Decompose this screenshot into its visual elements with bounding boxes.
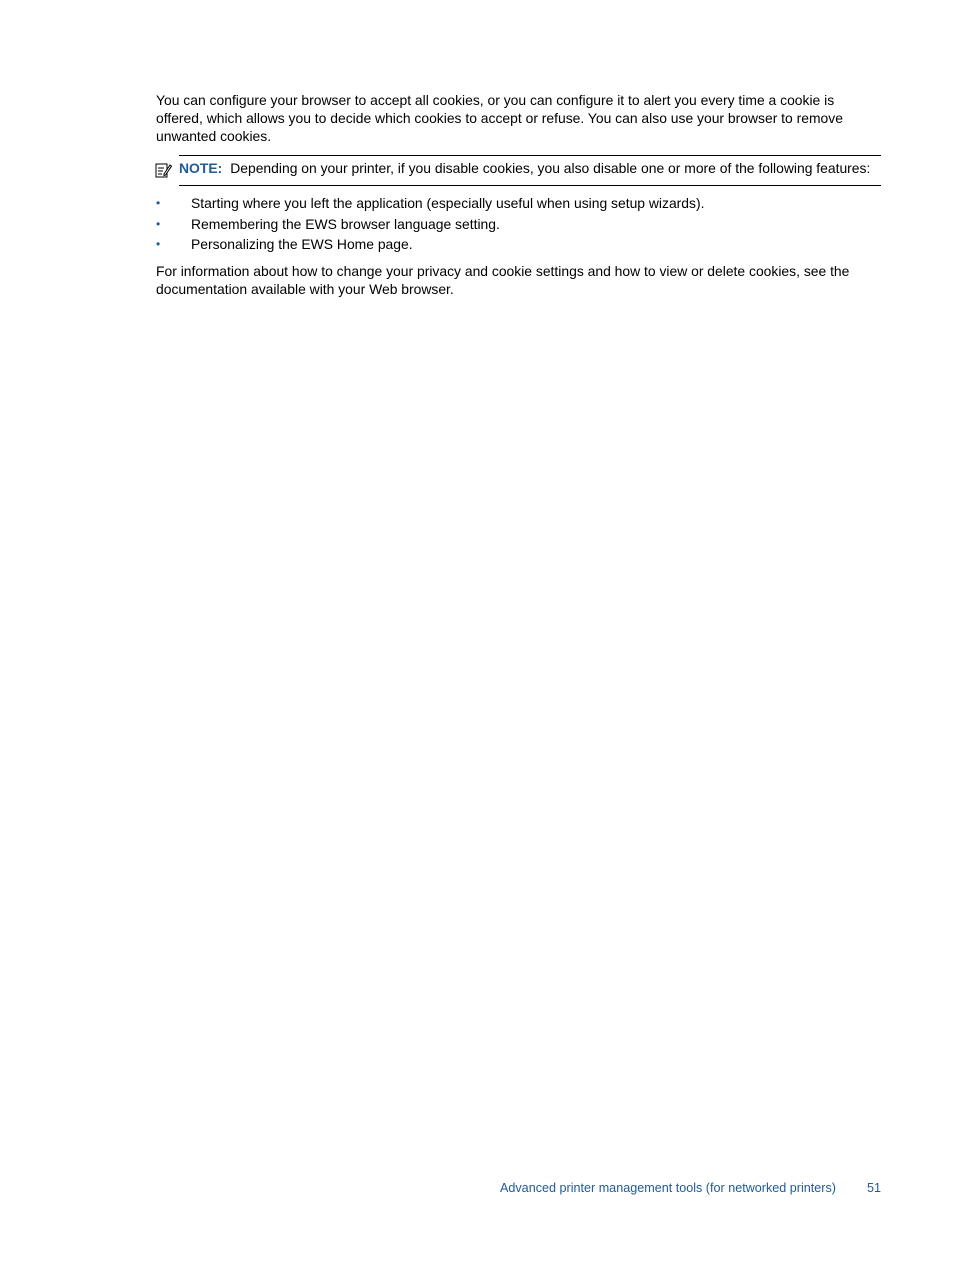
list-item [156,214,881,235]
list-item-text: Remembering the EWS browser language setting. [191,215,500,232]
list-item-text: Starting where you left the application (especially useful when using setup wizards). [191,195,705,211]
note-label: NOTE: [179,160,223,176]
bullet-icon: • [156,196,161,210]
feature-list [156,193,881,255]
note-paragraph [179,159,881,177]
page-content [156,91,881,298]
closing-paragraph: For information about how to change your privacy and cookie settings and how to view or delete cookies, see the documentation available with your Web browser. [156,262,850,297]
list-item [156,193,881,214]
note-box [179,155,881,186]
note-pencil-icon [155,162,172,179]
bullet-icon: • [156,237,161,251]
list-item-text: Personalizing the EWS Home page. [191,236,413,252]
page-number: 51 [866,1181,881,1195]
page-footer [500,1181,881,1195]
bullet-icon: • [156,216,161,231]
footer-section-title: Advanced printer management tools (for networked printers) [499,1181,836,1195]
list-item [156,234,881,255]
note-text: Depending on your printer, if you disable cookies, you also disable one or more of the following features: [230,160,871,176]
intro-paragraph: You can configure your browser to accept all cookies, or you can configure it to alert you every time a cookie is offered, which allows you to decide which cookies to accept or refuse. You can also use your browser to remove unwanted cookies. [156,92,843,144]
